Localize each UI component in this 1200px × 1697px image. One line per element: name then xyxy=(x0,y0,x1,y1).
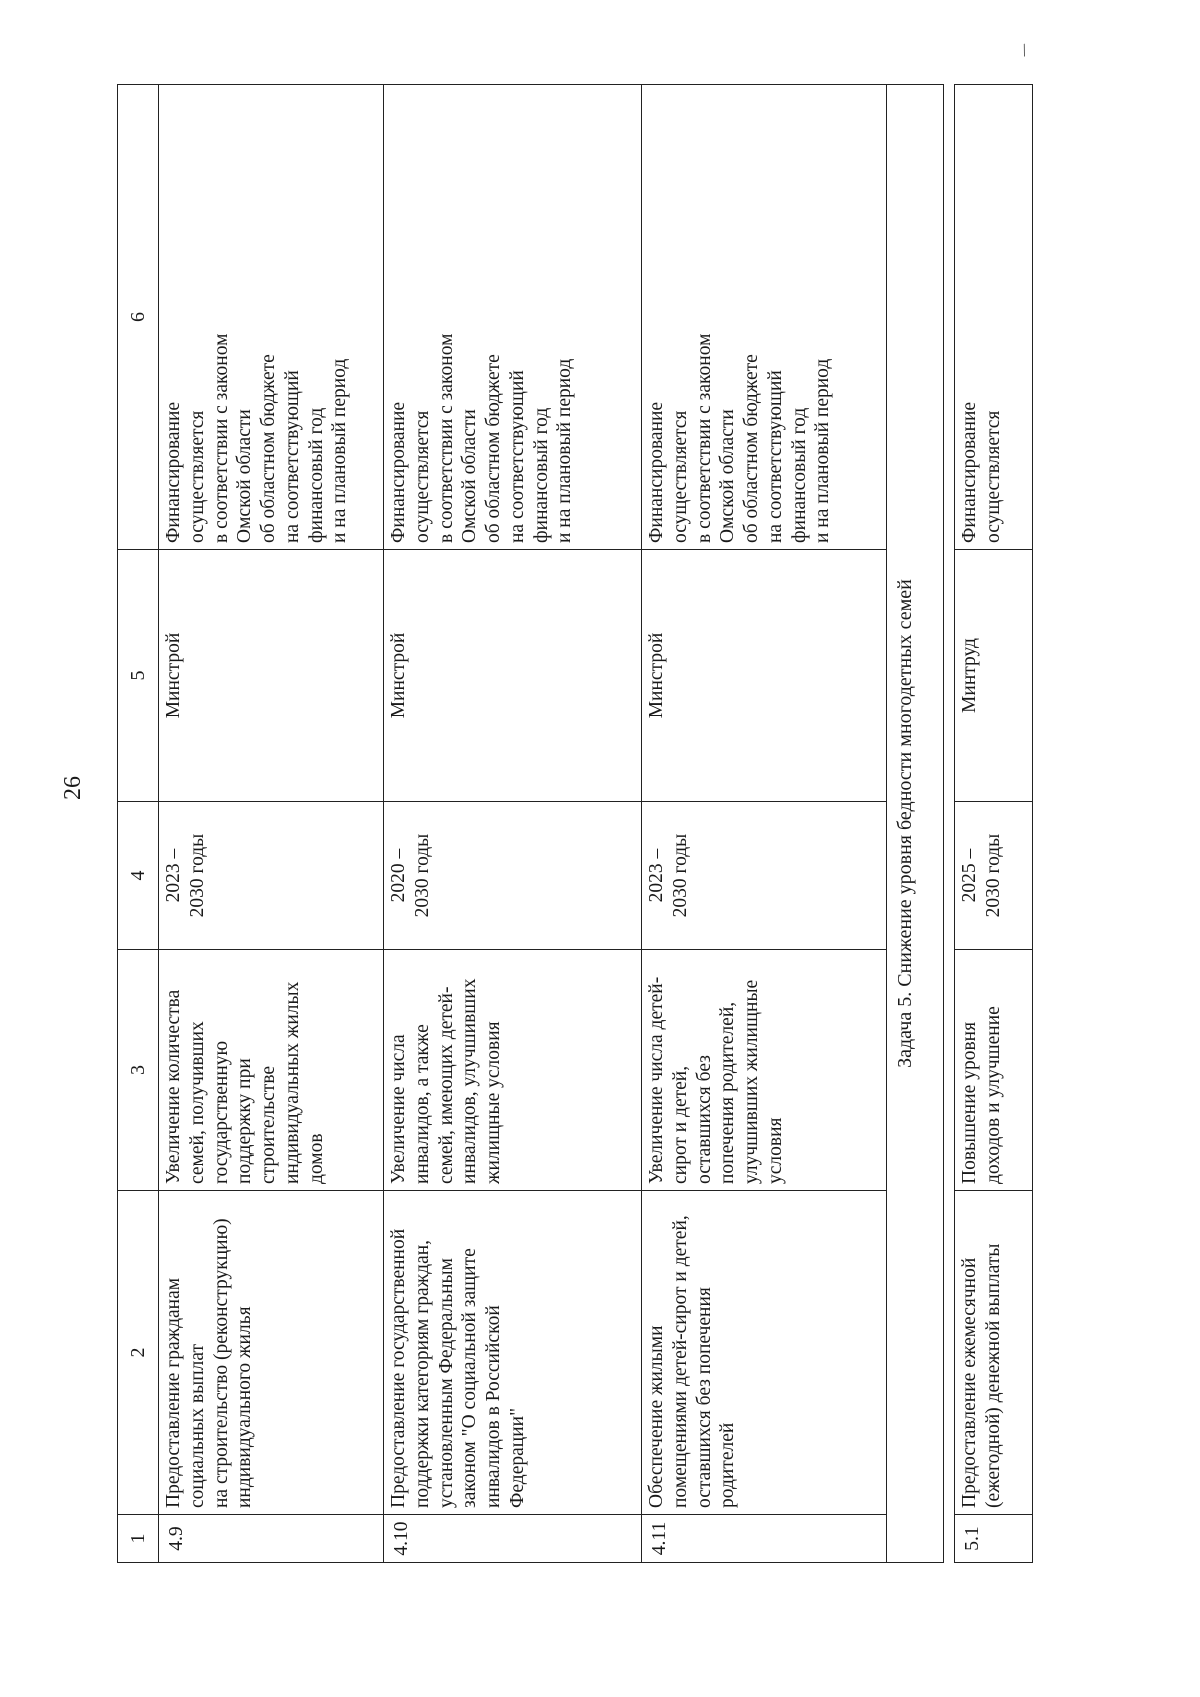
row-number: 5.1 xyxy=(955,1515,1033,1563)
row-number: 4.9 xyxy=(159,1515,384,1563)
header-col-3: 3 xyxy=(118,950,159,1191)
period-cell: 2023 – 2030 годы xyxy=(159,802,384,950)
header-col-2: 2 xyxy=(118,1191,159,1515)
result-cell: Увеличение количества семей, получивших государственную поддержку при строительстве индивидуальных жилых домов xyxy=(159,950,384,1191)
financing-cell: Финансирование осуществляется в соответствии с законом Омской области об областном бюджете на соответствующий финансовый год и на плановый период xyxy=(384,85,642,550)
period-cell: 2023 – 2030 годы xyxy=(642,802,887,950)
header-col-1: 1 xyxy=(118,1515,159,1563)
spacer-cell xyxy=(944,85,955,1563)
corner-mark: / xyxy=(1018,39,1031,61)
table-row xyxy=(384,85,642,1563)
financing-cell: Финансирование осуществляется в соответствии с законом Омской области об областном бюджете на соответствующий финансовый год и на плановый период xyxy=(159,85,384,550)
section-row xyxy=(887,85,944,1563)
header-col-6: 6 xyxy=(118,85,159,550)
event-cell: Обеспечение жилыми помещениями детей-сирот и детей, оставшихся без попечения родителей xyxy=(642,1191,887,1515)
financing-cell: Финансирование осуществляется xyxy=(955,85,1033,550)
result-cell: Повышение уровня доходов и улучшение xyxy=(955,950,1033,1191)
header-col-5: 5 xyxy=(118,550,159,802)
table-row xyxy=(642,85,887,1563)
table-row xyxy=(955,85,1033,1563)
event-cell: Предоставление государственной поддержки категориям граждан, установленным Федеральным законом "О социальной защите инвалидов в Российской Федерации" xyxy=(384,1191,642,1515)
event-cell: Предоставление гражданам социальных выплат на строительство (реконструкцию) индивидуального жилья xyxy=(159,1191,384,1515)
period-cell: 2025 – 2030 годы xyxy=(955,802,1033,950)
executor-cell: Минстрой xyxy=(384,550,642,802)
header-row xyxy=(118,85,159,1563)
result-cell: Увеличение числа инвалидов, а также семей, имеющих детей- инвалидов, улучшивших жилищные условия xyxy=(384,950,642,1191)
row-number: 4.11 xyxy=(642,1515,887,1563)
event-cell: Предоставление ежемесячной (ежегодной) денежной выплаты xyxy=(955,1191,1033,1515)
measures-table xyxy=(117,84,1033,1563)
page-number: 26 xyxy=(60,776,86,800)
table-row xyxy=(159,85,384,1563)
executor-cell: Минстрой xyxy=(642,550,887,802)
header-col-4: 4 xyxy=(118,802,159,950)
section-title: Задача 5. Снижение уровня бедности многодетных семей xyxy=(887,85,944,1563)
result-cell: Увеличение числа детей- сирот и детей, оставшихся без попечения родителей, улучшивших жилищные условия xyxy=(642,950,887,1191)
measures-table-wrapper xyxy=(117,85,1085,1563)
executor-cell: Минстрой xyxy=(159,550,384,802)
section-spacer xyxy=(944,85,955,1563)
executor-cell: Минтруд xyxy=(955,550,1033,802)
financing-cell: Финансирование осуществляется в соответствии с законом Омской области об областном бюджете на соответствующий финансовый год и на плановый период xyxy=(642,85,887,550)
period-cell: 2020 – 2030 годы xyxy=(384,802,642,950)
row-number: 4.10 xyxy=(384,1515,642,1563)
